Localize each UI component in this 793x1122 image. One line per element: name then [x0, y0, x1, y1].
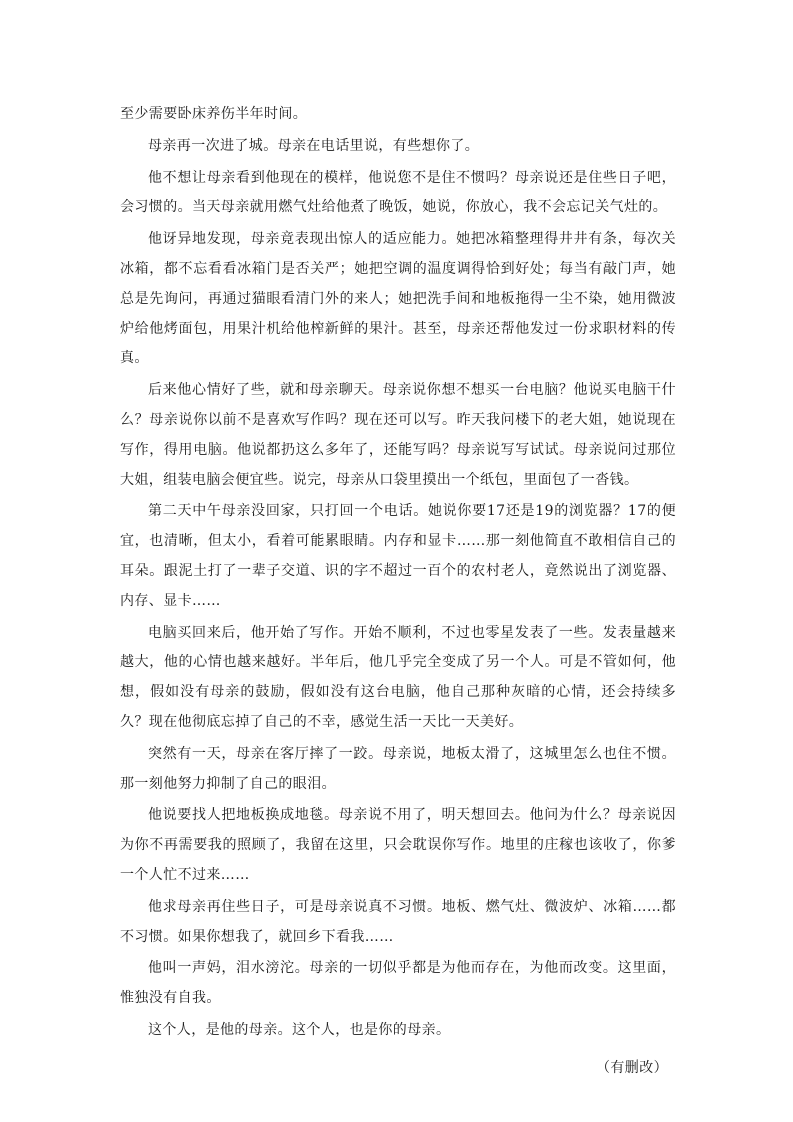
paragraph-6: 第二天中午母亲没回家，只打回一个电话。她说你要17还是19的浏览器？17的便宜，也清晰，但太小，看着可能累眼睛。内存和显卡……那一刻他简直不敢相信自己的耳朵。跟泥土打了一辈子交道、识的字不超过一百个的农村老人，竟然说出了浏览器、内存、显卡……	[120, 503, 676, 609]
document-page	[120, 100, 676, 1084]
paragraph-10: 他求母亲再住些日子，可是母亲说真不习惯。地板、燃气灶、微波炉、冰箱……都不习惯。如果你想我了，就回乡下看我……	[120, 898, 676, 945]
paragraph-4: 他讶异地发现，母亲竟表现出惊人的适应能力。她把冰箱整理得井井有条，每次关冰箱，都不忘看看冰箱门是否关严；她把空调的温度调得恰到好处；每当有敲门声，她总是先询问，再通过猫眼看清门外的来人；她把洗手间和地板拖得一尘不染，她用微波炉给他烤面包，用果汁机给他榨新鲜的果汁。甚至，母亲还帮他发过一份求职材料的传真。	[120, 231, 676, 367]
paragraph-11: 他叫一声妈，泪水滂沱。母亲的一切似乎都是为他而存在，为他而改变。这里面，惟独没有自我。	[120, 960, 676, 1007]
paragraph-2: 母亲再一次进了城。母亲在电话里说，有些想你了。	[148, 137, 480, 154]
paragraph-12: 这个人，是他的母亲。这个人，也是你的母亲。	[148, 1021, 451, 1038]
source-note: （有删改）	[596, 1059, 668, 1076]
paragraph-5: 后来他心情好了些，就和母亲聊天。母亲说你想不想买一台电脑？他说买电脑干什么？母亲说你以前不是喜欢写作吗？现在还可以写。昨天我问楼下的老大姐，她说现在写作，得用电脑。他说都扔这么多年了，还能写吗？母亲说写写试试。母亲说问过那位大姐，组装电脑会便宜些。说完，母亲从口袋里摸出一个纸包，里面包了一沓钱。	[120, 382, 676, 488]
paragraph-8: 突然有一天，母亲在客厅摔了一跤。母亲说，地板太滑了，这城里怎么也住不惯。那一刻他努力抑制了自己的眼泪。	[120, 745, 676, 792]
paragraph-1: 至少需要卧床养伤半年时间。	[120, 106, 308, 122]
paragraph-3: 他不想让母亲看到他现在的模样，他说您不是住不惯吗？母亲说还是住些日子吧，会习惯的。当天母亲就用燃气灶给他煮了晚饭，她说，你放心，我不会忘记关气灶的。	[120, 169, 676, 216]
paragraph-9: 他说要找人把地板换成地毯。母亲说不用了，明天想回去。他问为什么？母亲说因为你不再需要我的照顾了，我留在这里，只会耽误你写作。地里的庄稼也该收了，你爹一个人忙不过来……	[120, 807, 676, 883]
paragraph-7: 电脑买回来后，他开始了写作。开始不顺利，不过也零星发表了一些。发表量越来越大，他的心情也越来越好。半年后，他几乎完全变成了另一个人。可是不管如何，他想，假如没有母亲的鼓励，假如没有这台电脑，他自己那种灰暗的心情，还会持续多久？现在他彻底忘掉了自己的不幸，感觉生活一天比一天美好。	[120, 624, 676, 730]
